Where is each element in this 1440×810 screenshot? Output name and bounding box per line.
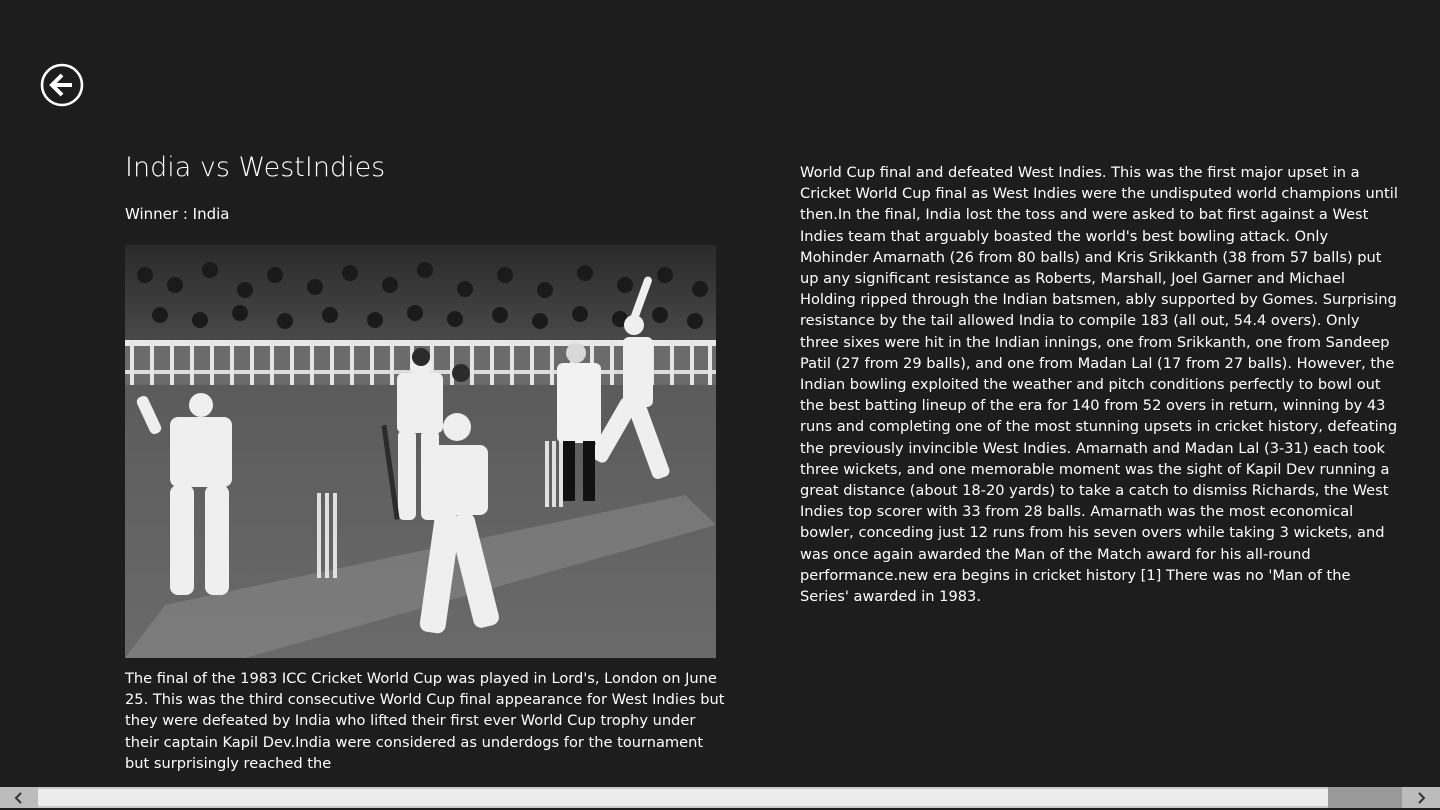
scroll-thumb[interactable] bbox=[38, 789, 1328, 806]
scroll-right-button[interactable] bbox=[1402, 787, 1440, 808]
article-text-left: The final of the 1983 ICC Cricket World Cup was played in Lord's, London on June 25. This was the third consecutive World Cup final appearance for West Indies but they were defeated by India who lifted their first ever World Cup trophy under their captain Kapil Dev.India were considered as underdogs for the tournament but surprisingly reached the bbox=[125, 670, 725, 772]
chevron-right-icon bbox=[1415, 792, 1427, 804]
match-photo bbox=[125, 245, 716, 658]
scroll-track-right[interactable] bbox=[1328, 787, 1402, 808]
winner-label: Winner : India bbox=[125, 205, 230, 223]
scroll-left-button[interactable] bbox=[0, 787, 38, 808]
horizontal-scrollbar[interactable] bbox=[0, 787, 1440, 808]
back-arrow-circle-icon bbox=[40, 63, 84, 107]
back-button[interactable] bbox=[40, 63, 84, 107]
page-title: India vs WestIndies bbox=[125, 152, 386, 183]
article-text-right: World Cup final and defeated West Indies. This was the first major upset in a Cricket World Cup final as West Indies were the undisputed world champions until then.In the final, India lost the toss and were asked to bat first against a West Indies team that arguably boasted the world's best bowling attack. Only Mohinder Amarnath (26 from 80 balls) and Kris Srikkanth (38 from 57 balls) put up any significant resistance as Roberts, Marshall, Joel Garner and Michael Holding ripped through the Indian batsmen, ably supported by Gomes. Surprising resistance by the tail allowed India to compile 183 (all out, 54.4 overs). Only three sixes were hit in the Indian innings, one from Srikkanth, one from Sandeep Patil (27 from 29 balls), and one from Madan Lal (17 from 27 balls). However, the Indian bowling exploited the weather and pitch conditions perfectly to bowl out the best batting lineup of the era for 140 from 52 overs in return, winning by 43 runs and completing one of the most stunning upsets in cricket history, defeating the previously invincible West Indies. Amarnath and Madan Lal (3-31) each took three wickets, and one memorable moment was the sight of Kapil Dev running a great distance (about 18-20 yards) to take a catch to dismiss Richards, the West Indies top scorer with 33 from 28 balls. Amarnath was the most economical bowler, conceding just 12 runs from his seven overs while taking 3 wickets, and was once again awarded the Man of the Match award for his all-round performance.new era begins in cricket history [1] There was no 'Man of the Series' awarded in 1983. bbox=[800, 164, 1398, 606]
chevron-left-icon bbox=[13, 792, 25, 804]
